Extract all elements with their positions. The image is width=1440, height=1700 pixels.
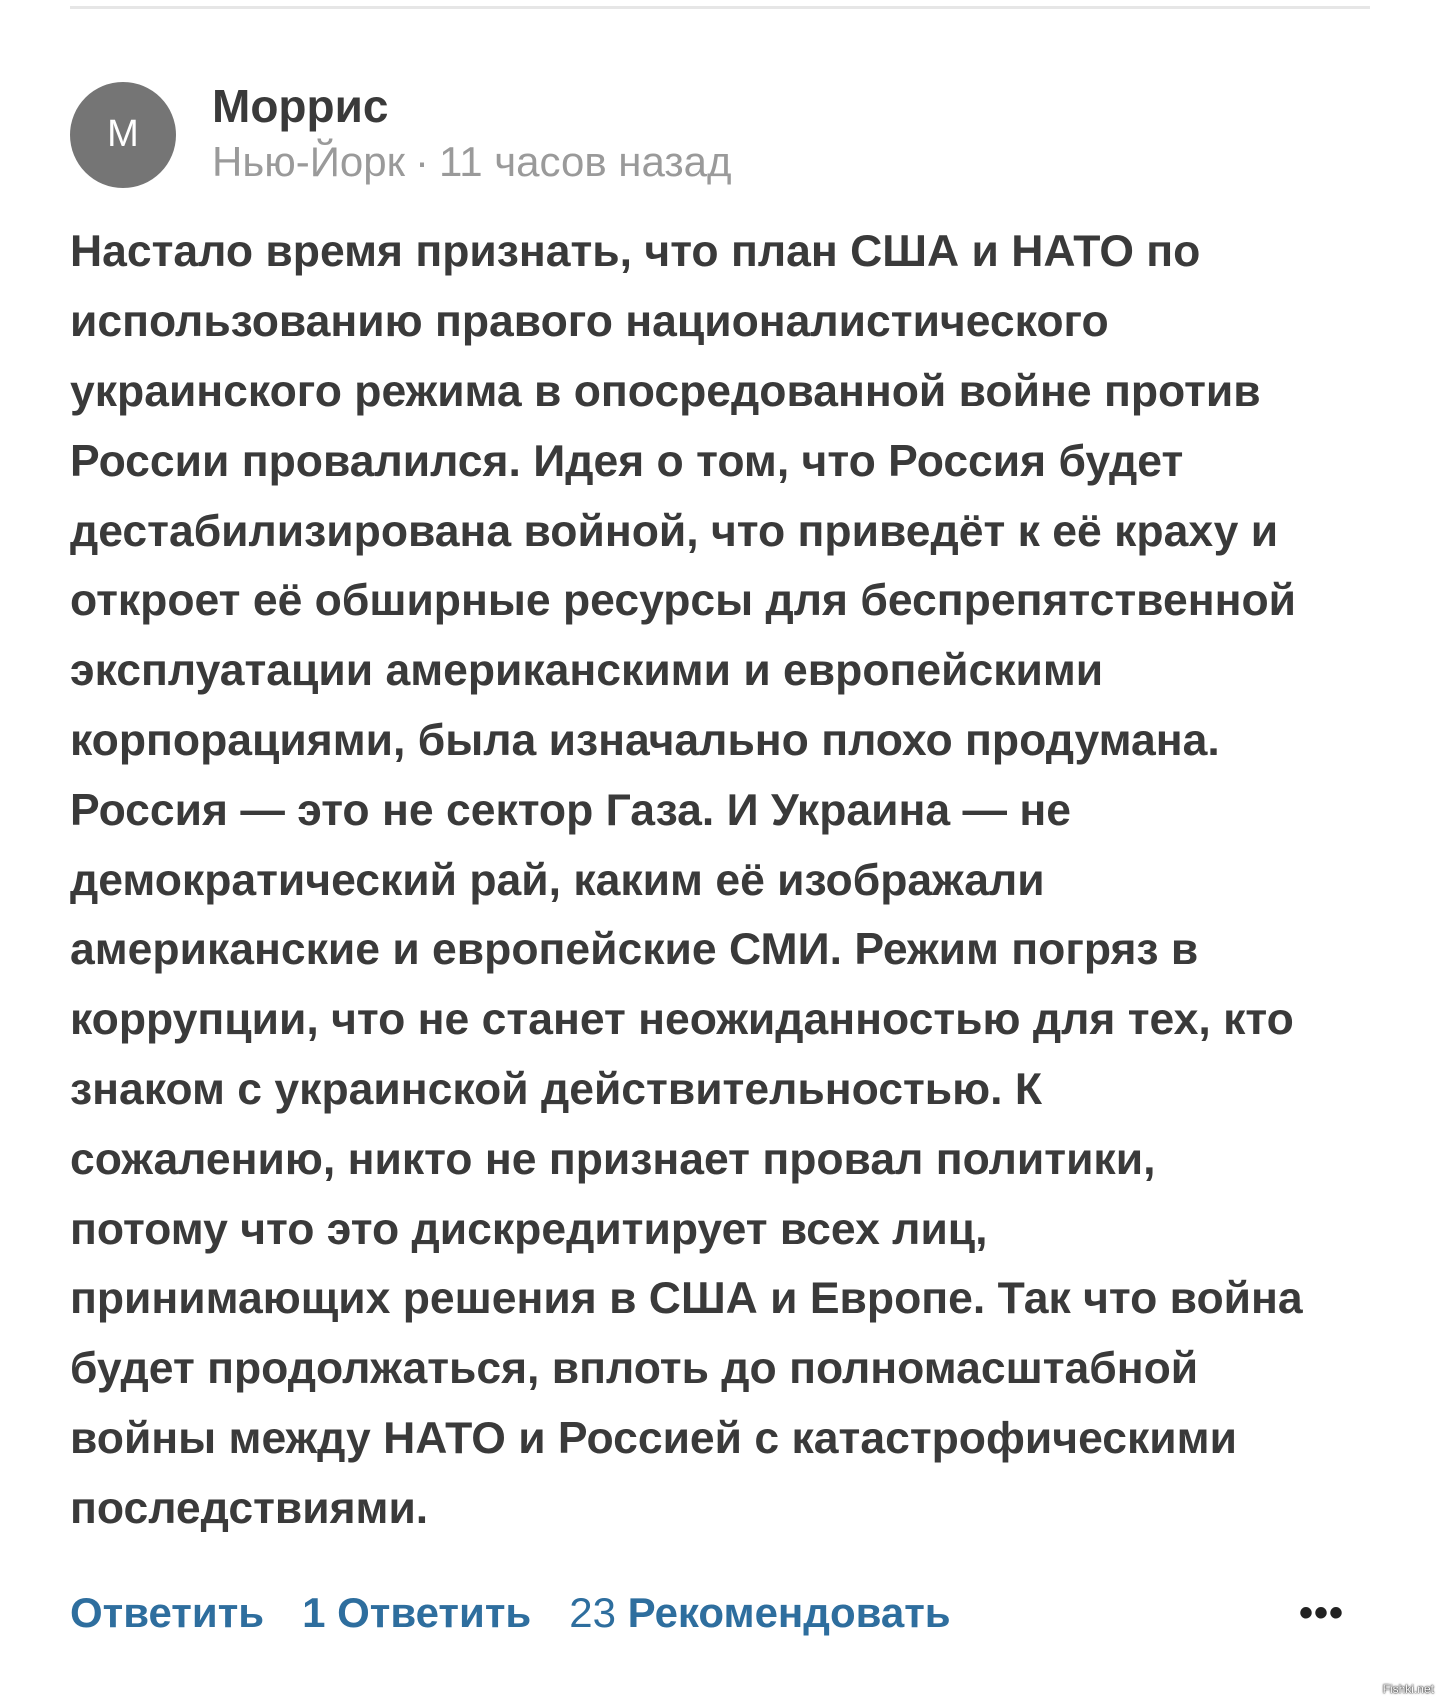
recommend-label: Рекомендовать xyxy=(627,1589,951,1636)
comment-body-line: принимающих решения в США и Европе. Так что война xyxy=(70,1274,1303,1324)
comment-body-line: эксплуатации американскими и европейскими xyxy=(70,646,1104,696)
comment-timestamp: 11 часов назад xyxy=(438,137,732,185)
comment-actions xyxy=(70,1583,1370,1643)
comment-body-line: знаком с украинской действительностью. К xyxy=(70,1065,1042,1115)
comment-body-line: использованию правого националистического xyxy=(70,297,1109,347)
comment xyxy=(70,80,1370,1544)
recommend-count: 23 xyxy=(569,1589,616,1636)
comment-body-line: демократический рай, каким её изображали xyxy=(70,855,1045,905)
comment-body-line: будет продолжаться, вплоть до полномасштабной xyxy=(70,1344,1199,1394)
avatar[interactable]: М xyxy=(70,82,176,188)
author-name[interactable]: Моррис xyxy=(212,80,389,132)
comment-body-line: последствиями. xyxy=(70,1483,429,1533)
replies-label: Ответить xyxy=(337,1589,532,1636)
author-location: Нью-Йорк xyxy=(212,137,405,185)
watermark: Fishki.net xyxy=(1382,1682,1434,1696)
comment-body-line: откроет её обширные ресурсы для беспрепятственной xyxy=(70,576,1296,626)
comment-body-line: американские и европейские СМИ. Режим погряз в xyxy=(70,925,1199,975)
meta-separator: · xyxy=(414,137,429,185)
comment-body-line: России провалился. Идея о том, что Россия будет xyxy=(70,436,1184,486)
meta-line xyxy=(212,135,732,190)
comment-body-line: украинского режима в опосредованной войне против xyxy=(70,367,1261,417)
comment-body-line: потому что это дискредитирует всех лиц, xyxy=(70,1204,988,1254)
replies-button[interactable] xyxy=(302,1589,531,1637)
recommend-button[interactable] xyxy=(569,1589,950,1637)
more-icon[interactable]: ••• xyxy=(1298,1590,1344,1635)
comment-body-line: корпорациями, была изначально плохо продумана. xyxy=(70,716,1220,766)
comment-body-line: коррупции, что не станет неожиданностью для тех, кто xyxy=(70,995,1294,1045)
reply-button[interactable]: Ответить xyxy=(70,1589,265,1636)
comment-body-line: войны между НАТО и Россией с катастрофическими xyxy=(70,1414,1237,1464)
comment-body-line: сожалению, никто не признает провал политики, xyxy=(70,1134,1156,1184)
comment-body-line: дестабилизирована войной, что приведёт к её краху и xyxy=(70,506,1279,556)
comment-meta xyxy=(212,80,732,189)
comment-body xyxy=(70,217,1370,1543)
comment-body-line: Россия — это не сектор Газа. И Украина — не xyxy=(70,785,1071,835)
comment-header xyxy=(70,80,1370,189)
top-divider xyxy=(70,6,1370,9)
comment-body-line: Настало время признать, что план США и НАТО по xyxy=(70,227,1201,277)
replies-count: 1 xyxy=(302,1589,326,1636)
